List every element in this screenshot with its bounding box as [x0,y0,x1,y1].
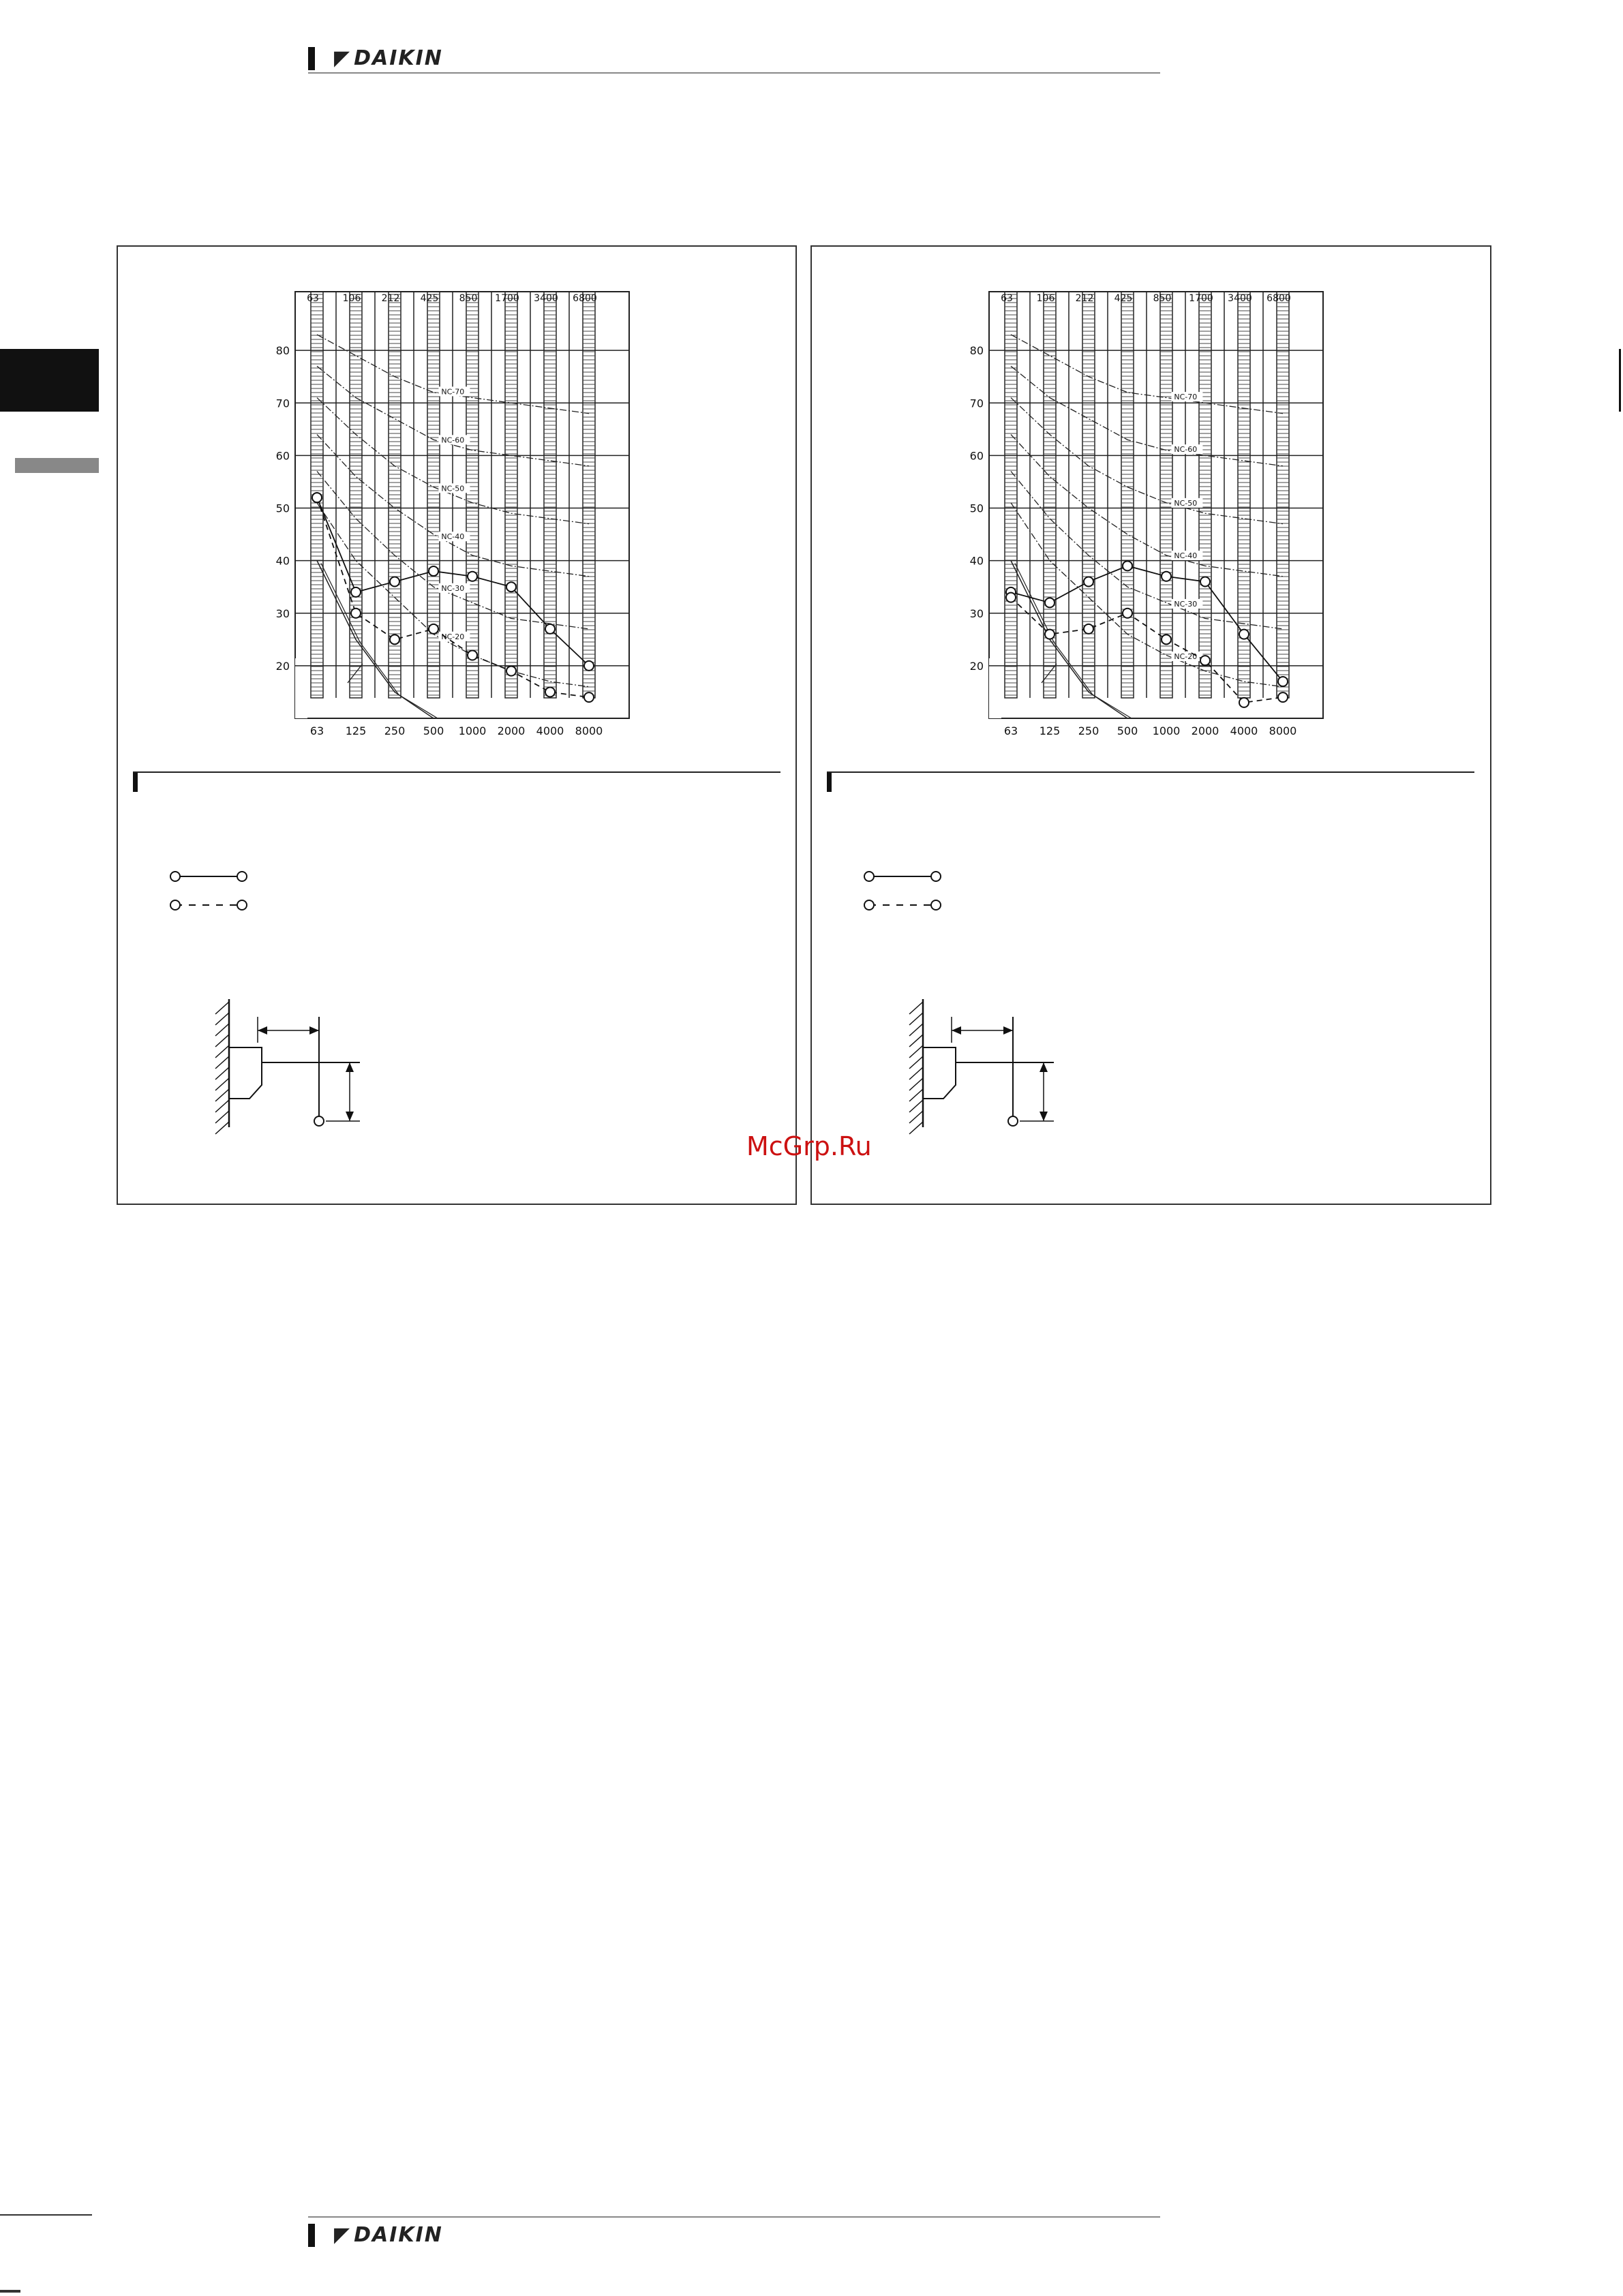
series-point [351,587,361,597]
band-column [350,292,362,698]
series-point [1123,609,1132,618]
series-point [429,624,438,634]
y-tick-label: 30 [969,607,984,620]
wall-hatch [215,1100,229,1112]
microphone-point [1008,1116,1018,1126]
wall-hatch [215,1056,229,1069]
watermark: McGrp.Ru [746,1131,872,1161]
top-tick-label: 3400 [1228,293,1252,304]
series-point [584,692,594,702]
section-heading-bar [827,771,832,792]
wall-hatch [909,1089,923,1101]
series-point [1278,677,1288,686]
series-point [1162,572,1171,581]
dim-arrow-up [346,1062,354,1072]
top-tick-label: 106 [342,293,361,304]
dim-arrow-up [1040,1062,1048,1072]
top-tick-label: 425 [1114,293,1133,304]
wall-hatch [909,1111,923,1123]
indoor-unit-outline [923,1047,956,1099]
series-point [1123,561,1132,570]
y-tick-label: 40 [275,554,290,568]
microphone-point [314,1116,324,1126]
legend-solid-point [864,872,874,881]
measurement-diagram [215,999,360,1134]
nc-curve-label: NC-20 [1174,652,1198,662]
series-point [1239,698,1249,707]
top-tick-label: 1700 [1189,293,1213,304]
x-tick-label: 4000 [1230,724,1258,737]
dim-arrow-left [258,1026,267,1035]
top-tick-label: 425 [420,293,439,304]
legend-solid-point [237,872,247,881]
wall-hatch [909,1035,923,1047]
nc-curve-label: NC-50 [1174,498,1198,508]
series-point [506,582,516,592]
series-point [1084,624,1093,634]
lower-left-blank [295,658,307,718]
band-column [1199,292,1211,698]
nc-curve-label: NC-50 [441,484,465,493]
series-point [468,650,477,660]
x-tick-label: 8000 [1269,724,1297,737]
wall-hatch [909,1013,923,1025]
noise-chart-panel-right [810,245,1491,1205]
nc-curve-label: NC-60 [1174,445,1198,455]
legend-dashed-point [170,900,180,910]
nc-curve-label: NC-30 [1174,599,1198,609]
y-tick-label: 80 [275,344,290,358]
series-point [506,667,516,676]
header-logo-bar [308,47,315,70]
top-tick-label: 63 [1001,293,1013,304]
daikin-logo-icon: ◤ [334,46,350,70]
wall-hatch [215,1122,229,1134]
legend [170,872,247,910]
section-heading-bar [133,771,138,792]
top-tick-label: 106 [1036,293,1055,304]
legend-solid-point [931,872,941,881]
series-point [1162,634,1171,644]
nc-curve-label: NC-70 [1174,393,1198,402]
nc-curve-label: NC-20 [441,632,465,641]
x-tick-label: 500 [1117,724,1138,737]
header-brand: DAIKIN [354,46,443,70]
series-point [1045,598,1055,607]
legend [864,872,941,910]
section-tab [0,349,99,412]
daikin-logo-icon: ◤ [334,2223,350,2247]
x-tick-label: 125 [345,724,367,737]
wall-hatch [909,1002,923,1014]
wall-hatch [215,1067,229,1080]
series-point [1084,577,1093,586]
band-column [1277,292,1289,698]
x-tick-label: 2000 [1191,724,1219,737]
edge-mark [1619,349,1621,412]
header-logo [308,46,443,70]
plot-frame [989,292,1323,718]
header-rule [308,72,1160,74]
y-tick-label: 20 [275,659,290,673]
series-point [1200,577,1210,586]
band-column [583,292,595,698]
indoor-unit-outline [229,1047,262,1099]
footer-logo [308,2223,443,2247]
series-point [1006,593,1016,602]
legend-dashed-point [931,900,941,910]
series-point [468,572,477,581]
wall-hatch [215,1045,229,1058]
y-tick-label: 30 [275,607,290,620]
x-tick-label: 63 [309,724,324,737]
y-tick-label: 20 [969,659,984,673]
wall-hatch [909,1056,923,1069]
x-tick-label: 2000 [497,724,526,737]
wall-hatch [909,1045,923,1058]
top-tick-label: 6800 [573,293,597,304]
series-point [545,687,555,697]
wall-hatch [909,1024,923,1036]
series-point [1045,630,1055,639]
wall-hatch [909,1122,923,1134]
footer-brand: DAIKIN [354,2223,443,2247]
wall-hatch [909,1100,923,1112]
subsection-tab [15,458,99,473]
y-tick-label: 70 [275,397,290,410]
top-tick-label: 1700 [495,293,519,304]
y-tick-label: 50 [969,502,984,515]
dim-arrow-right [309,1026,319,1035]
top-tick-label: 212 [381,293,400,304]
band-column [1082,292,1095,698]
series-point [545,624,555,634]
series-point [390,634,399,644]
nc-curve-label: NC-40 [1174,551,1198,560]
x-tick-label: 250 [384,724,406,737]
dim-arrow-down [1040,1112,1048,1121]
series-point [312,493,322,502]
band-column [544,292,556,698]
series-point [1278,692,1288,702]
wall-hatch [215,1111,229,1123]
nc-curve-label: NC-60 [441,435,465,445]
x-tick-label: 1000 [458,724,487,737]
legend-dashed-point [237,900,247,910]
dim-arrow-left [952,1026,961,1035]
footer-rule [308,2216,1160,2218]
nc-chart-left [118,247,795,1204]
series-point [351,609,361,618]
top-tick-label: 850 [1153,293,1172,304]
nc-curve-label: NC-70 [441,387,465,397]
nc-curve-label: NC-30 [441,583,465,593]
y-tick-label: 60 [275,449,290,463]
wall-hatch [215,1013,229,1025]
noise-chart-panel-left [117,245,797,1205]
footer-left-rule [0,2214,92,2216]
plot-frame [295,292,629,718]
y-tick-label: 70 [969,397,984,410]
y-tick-label: 40 [969,554,984,568]
series-point [390,577,399,586]
band-column [505,292,517,698]
footer-logo-bar [308,2224,315,2247]
wall-hatch [215,1002,229,1014]
lower-left-blank [989,658,1001,718]
x-tick-label: 1000 [1152,724,1181,737]
x-tick-label: 4000 [536,724,564,737]
wall-hatch [215,1078,229,1090]
x-tick-label: 125 [1039,724,1061,737]
x-tick-label: 500 [423,724,444,737]
y-tick-label: 60 [969,449,984,463]
x-tick-label: 8000 [575,724,603,737]
band-column [1005,292,1017,698]
top-tick-label: 850 [459,293,478,304]
dim-arrow-down [346,1112,354,1121]
nc-curve-label: NC-40 [441,532,465,542]
series-point [429,566,438,576]
x-tick-label: 250 [1078,724,1099,737]
top-tick-label: 212 [1075,293,1094,304]
top-tick-label: 3400 [534,293,558,304]
legend-solid-point [170,872,180,881]
wall-hatch [215,1024,229,1036]
measurement-diagram [909,999,1054,1134]
x-tick-label: 63 [1003,724,1018,737]
dim-arrow-right [1003,1026,1013,1035]
y-tick-label: 50 [275,502,290,515]
wall-hatch [909,1078,923,1090]
legend-dashed-point [864,900,874,910]
series-point [1200,656,1210,665]
wall-hatch [909,1067,923,1080]
y-tick-label: 80 [969,344,984,358]
top-tick-label: 63 [307,293,319,304]
wall-hatch [215,1089,229,1101]
wall-hatch [215,1035,229,1047]
top-tick-label: 6800 [1266,293,1291,304]
footer-corner-mark [0,2290,20,2293]
nc-chart-right [812,247,1490,1204]
series-point [1239,630,1249,639]
series-point [584,661,594,671]
